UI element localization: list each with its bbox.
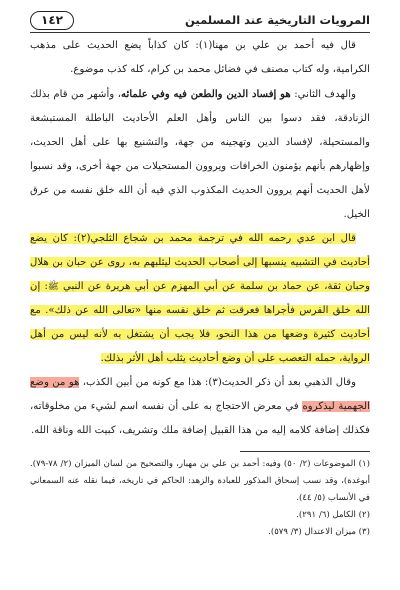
paragraph-1 <box>30 34 370 82</box>
salutation-symbol: ﷺ <box>47 282 59 292</box>
p4-rest: في معرض الاحتجاج به على أن نفسه اسم لشيء من مخلوقاته، فكذلك إضافة كلامه إليه من هذا القبيل إضافة ملك وتشريف، كبيت الله وناقة الله. <box>30 401 370 436</box>
paragraph-2 <box>30 82 370 227</box>
paragraph-4 <box>30 371 370 443</box>
footnote-ref-2: (٢) <box>76 233 91 244</box>
footnote-3: (٣) ميزان الاعتدال (٣/ ٥٧٩). <box>268 527 370 537</box>
running-header <box>30 8 370 33</box>
paragraph-3-highlighted <box>30 227 370 371</box>
header-title: المرويات التاريخية عند المسلمين <box>185 13 370 27</box>
p1-text: قال فيه أحمد بن علي بن مهنا <box>212 40 356 51</box>
p1-rest: : كان كذاباً يضع الحديث على مذهب الكرامية، وله كتاب مصنف في فضائل محمد بن كرام، كله كذب موضوع. <box>30 40 370 75</box>
footnote-divider <box>240 451 370 452</box>
page-number-badge: ١٤٢ <box>30 11 74 30</box>
footnote-1: (١) الموضوعات (٢/ ٥٠) وفيه: أحمد بن علي بن مهبار، والتصحيح من لسان الميزان (٢/ ٧٨-٧٩). أبوغدة)، وقد نسب إسحاق المذكور للعبادة والزهد: الحاكم في تاريخه، فيما نقله عنه السمعاني في الأنساب (٥/ ٤٤). <box>30 459 371 503</box>
p4-mid: : هذا مع كونه من أبين الكذب، <box>79 377 209 388</box>
footnote-ref-3: (٣) <box>208 377 222 388</box>
main-text <box>30 34 370 443</box>
p3-highlight-b: : كان يضع أحاديث في التشبيه ينسبها إلى أصحاب الحديث ليثلبهم به، روى عن حبان بن هلال وحبان ثقة، عن حماد بن سلمة عن أبي المهزم عن أبي هريرة عن النبي <box>30 233 370 292</box>
p2-lead: والهدف الثاني: <box>290 89 356 100</box>
footnote-2: (٢) الكامل (٦/ ٢٩١). <box>296 510 370 520</box>
p3-highlight-c: : إن الله خلق الفرس فأجراها فعرقت ثم خلق نفسه منها «تعالى الله عن ذلك». مع أحاديث كثيرة وضعها من هذا النحو، فلا يجب أن يشتغل به لأنه ليس من أهل الرواية، حمله التعصب على أن وضع أحاديث يثلب أهل الأثر بذلك. <box>30 281 370 364</box>
footnotes <box>30 456 370 541</box>
p2-rest: ، وأشهر من قام بذلك الزنادقة، فقد دسوا بين الناس وأهل العلم الأحاديث الباطلة المستبشعة والمستحيلة، لإفساد الدين وتهجينه من جهة، والتشنيع بها على أهل الحديث، وإظهارهم بأنهم يؤمنون الخرافات ويروون المستحيلات من جهة أخرى، وقد نسبوا لأهل الحديث أنهم يروون الحديث المكذوب الذي فيه أن الله خلق نفسه من عرق الخيل. <box>30 89 370 220</box>
p3-highlight-a: قال ابن عدي رحمه الله في ترجمة محمد بن شجاع الثلجي <box>90 233 357 244</box>
p4-lead: وقال الذهبي بعد أن ذكر الحديث <box>221 377 356 388</box>
footnote-ref-1: (١) <box>198 40 213 51</box>
p4-highlight-orange: هو من وضع الجهمية ليذكروه <box>30 377 370 412</box>
p2-bold-phrase: هو إفساد الدين والطعن فيه وفي علمائه <box>121 88 291 100</box>
